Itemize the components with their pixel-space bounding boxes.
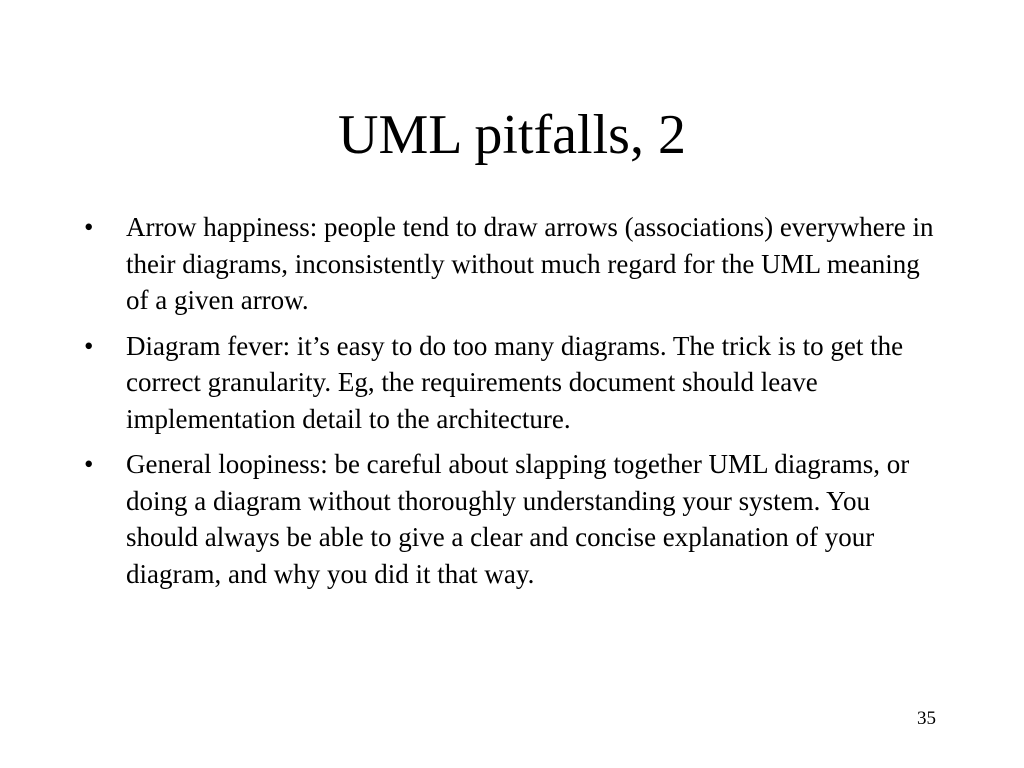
bullet-icon: •	[84, 330, 94, 361]
slide-title: UML pitfalls, 2	[338, 104, 686, 166]
page-number: 35	[917, 708, 936, 729]
bullet-text: Diagram fever: it’s easy to do too many diagrams. The trick is to get the correct granularity. Eg, the requirements document should leave implementation detail to the architecture.	[126, 330, 904, 434]
bullet-list	[84, 209, 944, 601]
bullet-item-diagram-fever	[84, 328, 944, 438]
bullet-text: General loopiness: be careful about slapping together UML diagrams, or doing a diagram without thoroughly understanding your system. You should always be able to give a clear and concise explanation of your diagram, and why you did it that way.	[126, 449, 910, 589]
bullet-text: Arrow happiness: people tend to draw arrows (associations) everywhere in their diagrams, inconsistently without much regard for the UML meaning of a given arrow.	[126, 212, 934, 315]
bullet-icon: •	[84, 212, 94, 242]
bullet-item-general-loopiness	[84, 446, 944, 592]
bullet-item-arrow-happiness	[84, 209, 944, 319]
bullet-icon: •	[84, 449, 94, 479]
